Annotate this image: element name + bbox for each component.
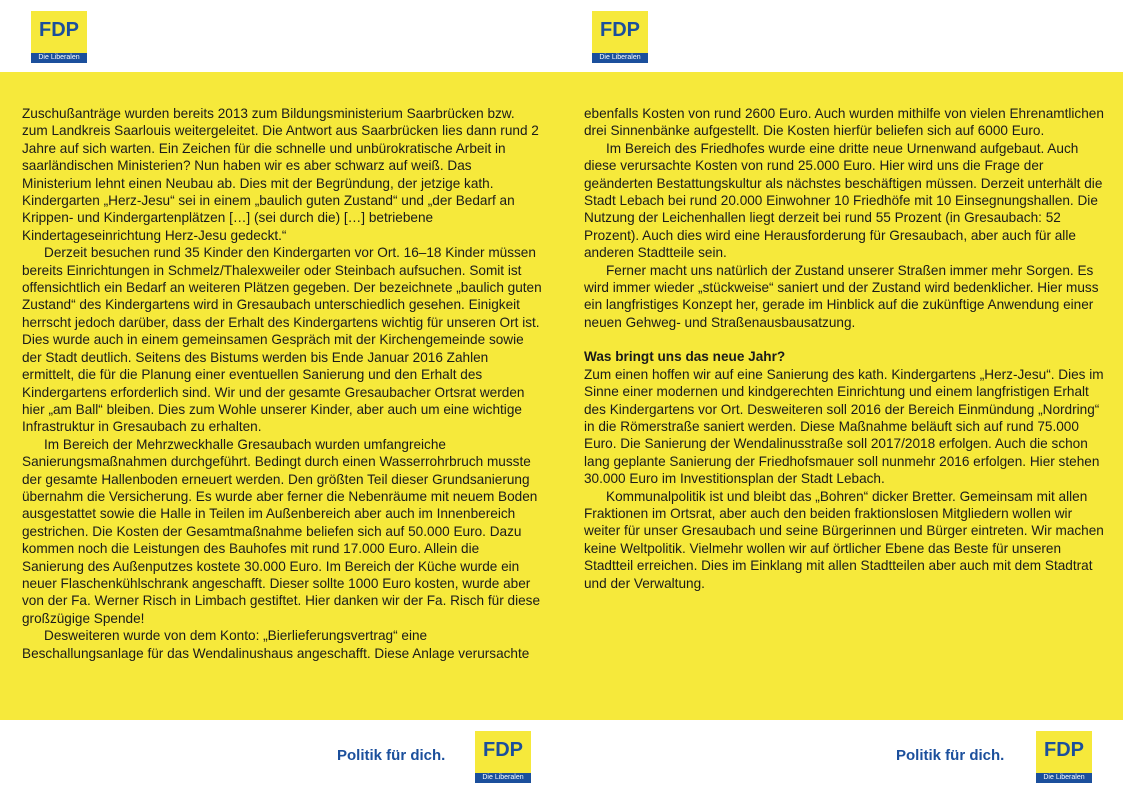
logo-subtitle: Die Liberalen — [31, 53, 87, 63]
paragraph: Im Bereich der Mehrzweckhalle Gresaubach wurden umfangreiche Sanierungsmaßnahmen durchgeführt. Bedingt durch einen Wasserrohrbruch musste der gesamte Hallenboden erneuert werden. Den größten Teil dieser Grundsanierung übernahm die Versicherung. Es wurde aber ferner die Nebenräume mit neuem Boden ausgestattet sowie die Halle in Teilen im Außenbereich aber auch im Innenbereich gestrichen. Die Kosten der Gesamtmaßnahme beliefen sich auf 50.000 Euro. Dazu kommen noch die Leistungen des Bauhofes mit rund 17.000 Euro. Allein die Sanierung des Außenputzes kostete 30.000 Euro. Im Bereich der Küche wurde ein neuer Flaschenkühlschrank angeschafft. Dieser sollte 1000 Euro kosten, wurde aber von der Fa. Werner Risch in Limbach gestiftet. Hier danken wir der Fa. Risch für diese großzügige Spende! — [22, 436, 541, 626]
logo-subtitle: Die Liberalen — [592, 53, 648, 63]
fdp-logo — [1036, 731, 1092, 783]
logo-wordmark: FDP — [483, 739, 523, 761]
paragraph: Ferner macht uns natürlich der Zustand unserer Straßen immer mehr Sorgen. Es wird immer wieder „stückweise“ saniert und der Zustand wird bedenklicher. Hier muss ein langfristiges Konzept her, gerade im Hinblick auf die zukünftige Anwendung einer neuen Gehweg- und Straßenausbausatzung. — [584, 262, 1099, 330]
fdp-logo — [475, 731, 531, 783]
logo-subtitle: Die Liberalen — [475, 773, 531, 783]
fdp-logo — [592, 11, 648, 63]
paragraph: Zum einen hoffen wir auf eine Sanierung des kath. Kindergartens „Herz-Jesu“. Dies im Sinne einer modernen und kindgerechten Einrichtung und einem langfristigen Erhalt des Kindergartens vor Ort. Desweiteren soll 2016 der Bereich Einmündung „Nordring“ in die Römerstraße saniert werden. Diese Maßnahme beläuft sich auf rund 75.000 Euro. Die Sanierung der Wendalinusstraße soll 2017/2018 erfolgen. Auch die schon lang geplante Sanierung der Friedhofsmauer soll nunmehr 2016 erfolgen. Hier stehen 30.000 Euro im Investitionsplan der Stadt Lebach. — [584, 366, 1104, 487]
left-text-column — [22, 105, 542, 662]
footer-slogan: Politik für dich. — [337, 747, 446, 764]
footer-slogan: Politik für dich. — [896, 747, 1005, 764]
logo-wordmark: FDP — [1044, 739, 1084, 761]
paragraph: Derzeit besuchen rund 35 Kinder den Kindergarten vor Ort. 16–18 Kinder müssen bereits Einrichtungen in Schmelz/Thalexweiler oder Steinbach aufsuchen. Somit ist offensichtlich ein Bedarf an weiteren Plätzen gegeben. Der bezeichnete „baulich guten Zustand“ des Kindergartens wird in Gresaubach unterschiedlich gesehen. Einigkeit herrscht jedoch darüber, dass der Erhalt des Kindergartens wichtig für unseren Ort ist. Dies wurde auch in einem gemeinsamen Gespräch mit der Kirchengemeinde sowie der Stadt deutlich. Seitens des Bistums werden bis Ende Januar 2016 Zahlen ermittelt, die für die Planung einer eventuellen Sanierung und den Erhalt des Kindergartens erforderlich sind. Wir und der gesamte Gresaubacher Ortsrat werden hier „am Ball“ bleiben. Dies zum Wohle unserer Kinder, aber auch um eine wichtige Infrastruktur in Gresaubach zu erhalten. — [22, 245, 542, 435]
right-text-column — [584, 105, 1104, 592]
paragraph: Desweiteren wurde von dem Konto: „Bierlieferungsvertrag“ eine Beschallungsanlage für das Wendalinushaus angeschafft. Diese Anlage verursachte — [22, 628, 530, 661]
paragraph: Zuschußanträge wurden bereits 2013 zum Bildungsministerium Saarbrücken bzw. zum Landkreis Saarlouis weitergeleitet. Die Antwort aus Saarbrücken lies dann rund 2 Jahre auf sich warten. Ein Zeichen für die schnelle und unbürokratische Arbeit in saarländischen Ministerien? Nun haben wir es aber schwarz auf weiß. Das Ministerium lehnt einen Neubau ab. Dies mit der Begründung, der jetzige kath. Kindergarten „Herz-Jesu“ sei in einem „baulich guten Zustand“ und „der Bedarf an Krippen- und Kindergartenplätzen […] (sei durch die) […] betriebene Kindertageseinrichtung Herz-Jesu gedeckt.“ — [22, 106, 539, 243]
logo-wordmark: FDP — [600, 19, 640, 41]
paragraph: Im Bereich des Friedhofes wurde eine dritte neue Urnenwand aufgebaut. Auch diese verursachte Kosten von rund 25.000 Euro. Hier wird uns die Frage der geänderten Bestattungskultur als nächstes beschäftigen müssen. Derzeit unterhält die Stadt Lebach bei rund 20.000 Einwohner 10 Friedhöfe mit 10 Einsegnungshallen. Die Nutzung der Leichenhallen liegt derzeit bei rund 55 Prozent (in Gresaubach: 52 Prozent). Auch dies wird eine Herausforderung für Gresaubach, aber auch für alle anderen Stadtteile sein. — [584, 140, 1103, 261]
paragraph: ebenfalls Kosten von rund 2600 Euro. Auch wurden mithilfe von vielen Ehrenamtlichen drei Sinnenbänke aufgestellt. Die Kosten hierfür beliefen sich auf 6000 Euro. — [584, 106, 1104, 139]
section-heading: Was bringt uns das neue Jahr? — [584, 349, 786, 365]
logo-wordmark: FDP — [39, 19, 79, 41]
logo-subtitle: Die Liberalen — [1036, 773, 1092, 783]
paragraph: Kommunalpolitik ist und bleibt das „Bohren“ dicker Bretter. Gemeinsam mit allen Fraktionen im Ortsrat, aber auch den beiden fraktionslosen Mitgliedern wollen wir weiter für unser Gresaubach und seine Bürgerinnen und Bürger eintreten. Wir machen keine Weltpolitik. Vielmehr wollen wir auf örtlicher Ebene das Beste für unseren Stadtteil erreichen. Dies im Einklang mit allen Stadtteilen aber auch mit dem Stadtrat und der Verwaltung. — [584, 488, 1104, 591]
fdp-logo — [31, 11, 87, 63]
